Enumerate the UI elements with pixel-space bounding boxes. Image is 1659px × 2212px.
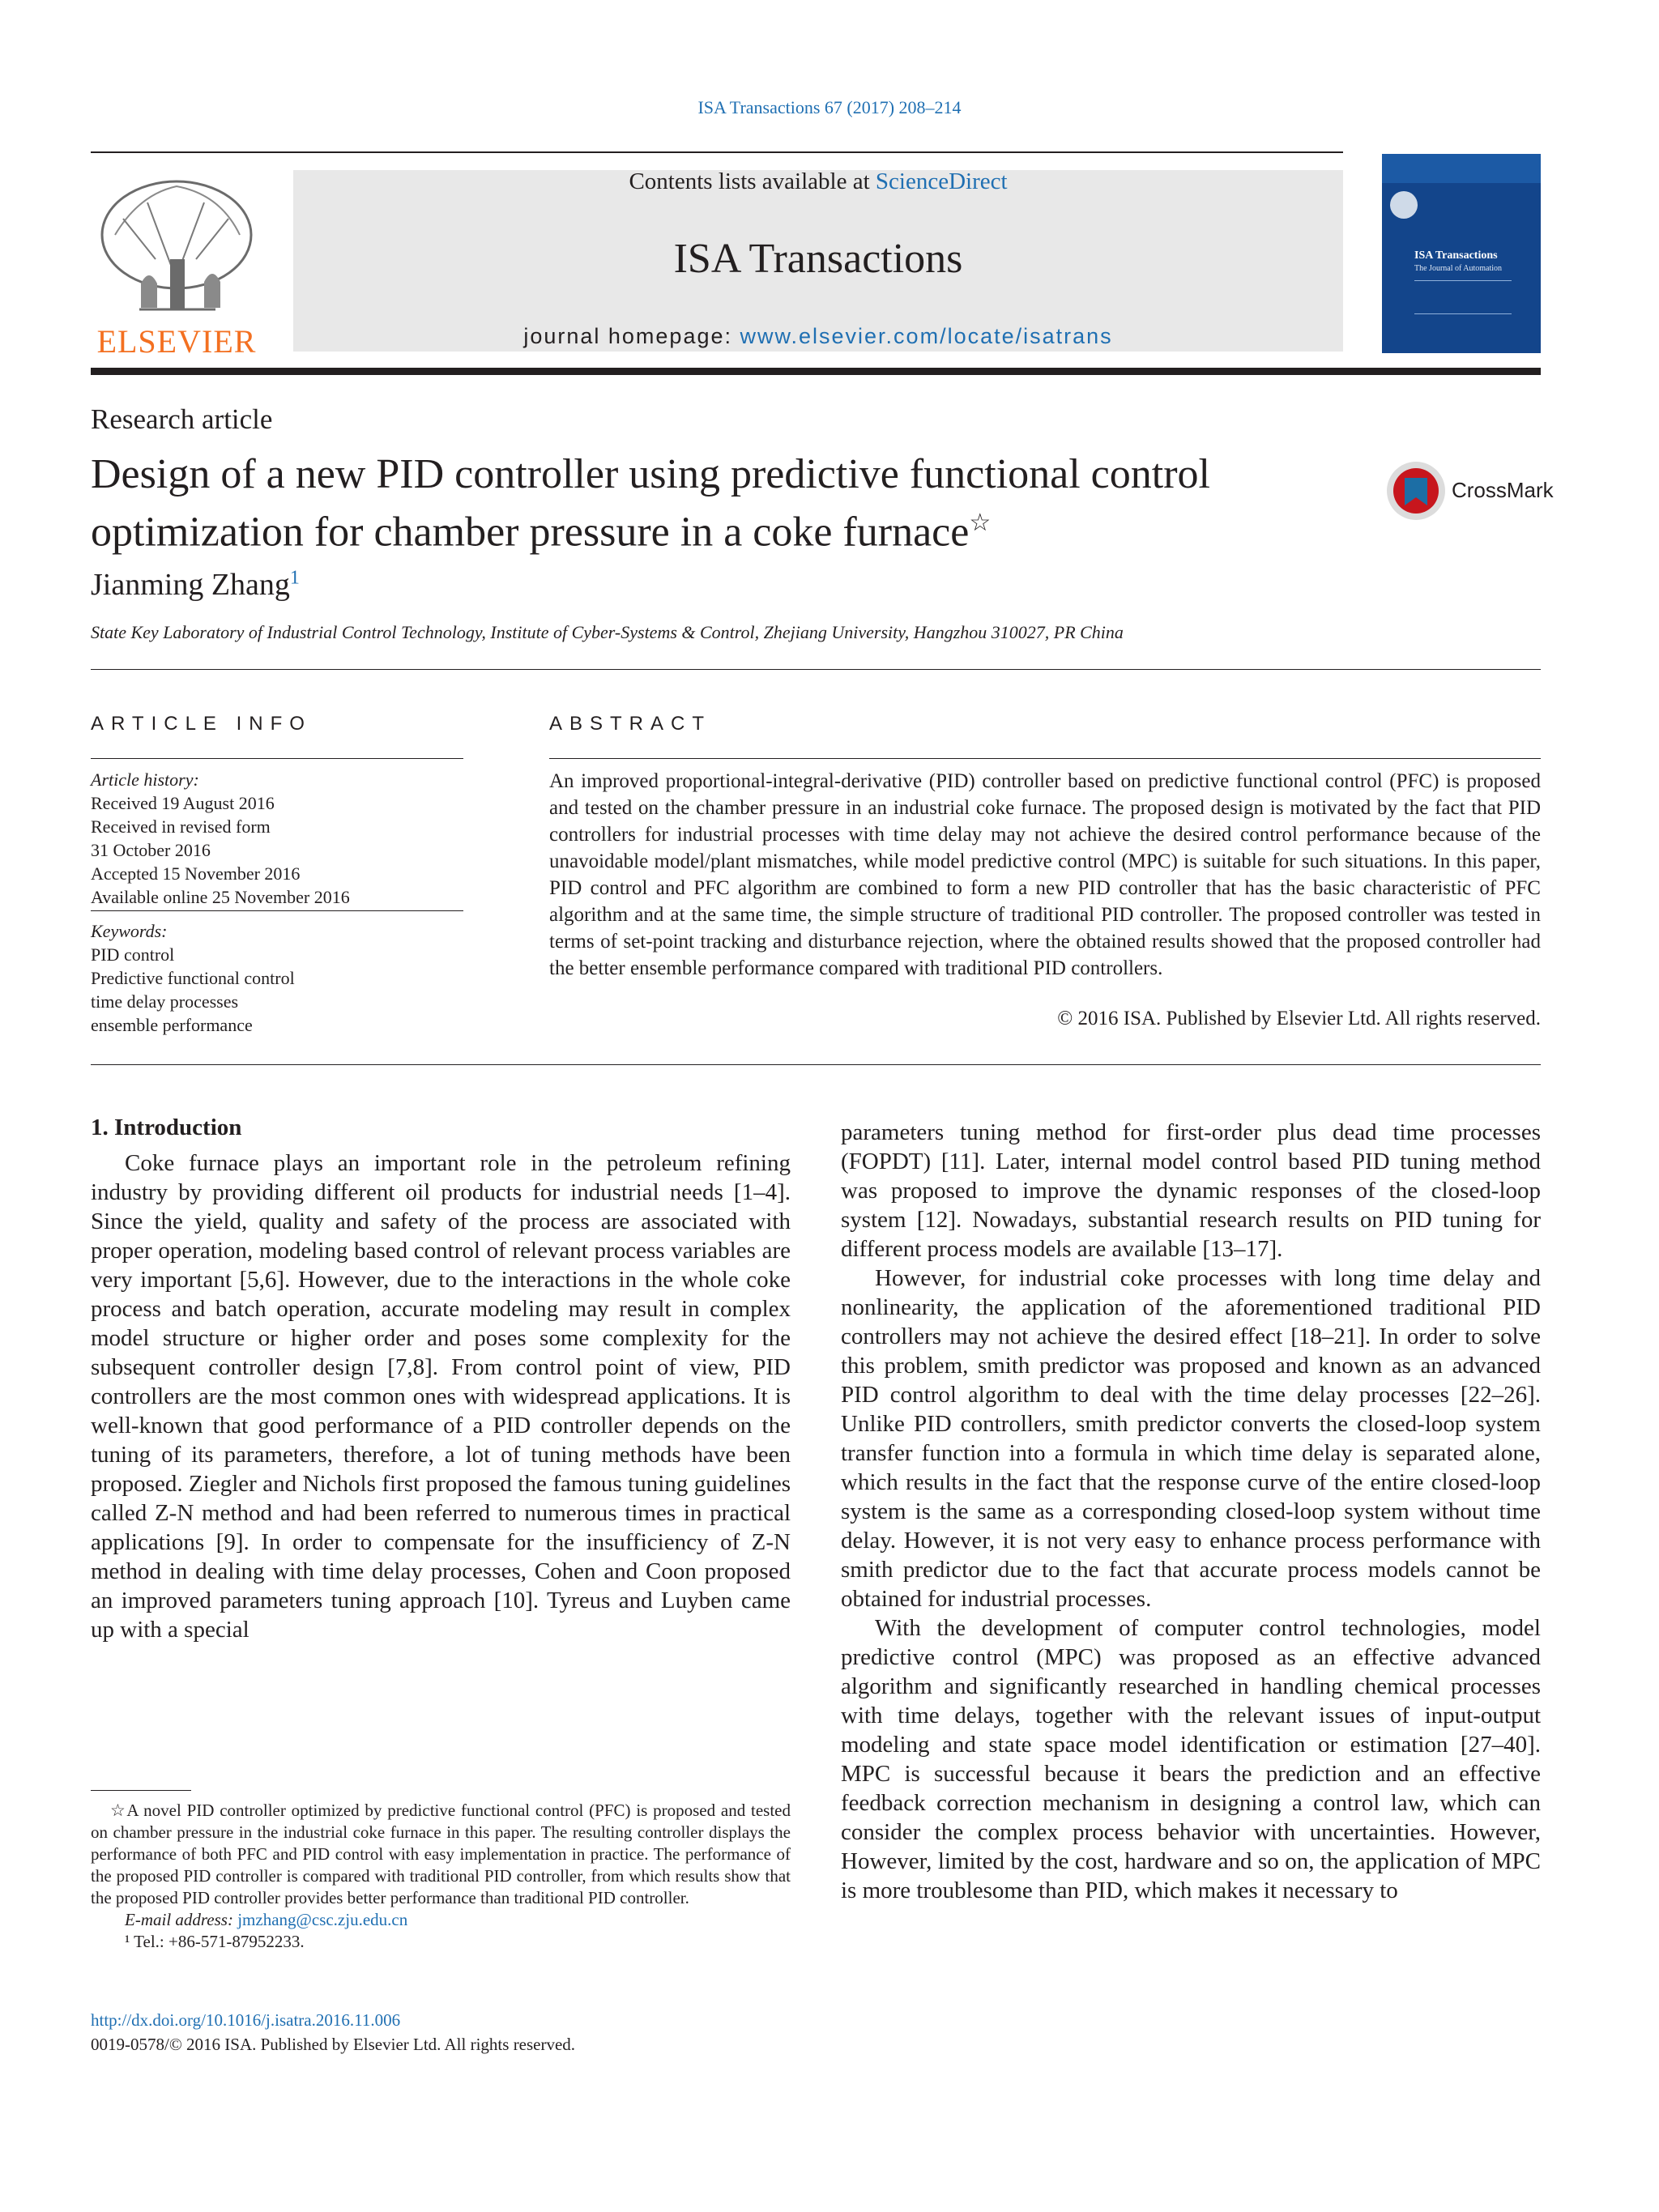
author-footnote-mark[interactable]: 1 — [289, 567, 300, 589]
keywords-label: Keywords: — [91, 921, 168, 941]
body-paragraph: With the development of computer control technologies, model predictive control (MPC) was proposed as an effective advanced algorithm and significantly researched in handling chemical processes with time delays, together with the relevant issues of input-output modeling and state space model identification or estimation [27–40]. MPC is successful because it bears the prediction and an effective feedback correction mechanism in designing a control law, which can consider the complex process behavior with uncertainties. However, However, limited by the cost, hardware and so on, the application of MPC is more troublesome than PID, which makes it necessary to — [841, 1615, 1541, 1903]
journal-name: ISA Transactions — [673, 236, 963, 282]
homepage-line — [293, 324, 1343, 349]
crossmark-label[interactable]: CrossMark — [1452, 478, 1554, 502]
cover-title: ISA Transactions — [1414, 249, 1498, 262]
crossmark-icon[interactable] — [1384, 458, 1448, 523]
body-right-column — [841, 1118, 1541, 1905]
thick-header-rule — [91, 368, 1541, 375]
author-affiliation: State Key Laboratory of Industrial Control Technology, Institute of Cyber-Systems & Control, Zhejiang University, Hangzhou 310027, PR China — [91, 622, 1124, 642]
author-name — [91, 567, 300, 603]
footnote-block — [91, 1800, 791, 1953]
article-title — [91, 450, 1354, 556]
abstract-rule — [549, 758, 1541, 759]
history-label: Article history: — [91, 769, 199, 790]
keyword-item: ensemble performance — [91, 1015, 253, 1035]
abstract-copyright: © 2016 ISA. Published by Elsevier Ltd. All rights reserved. — [1057, 1008, 1541, 1029]
article-type: Research article — [91, 403, 273, 435]
keyword-item: PID control — [91, 944, 175, 965]
history-revised: Received in revised form — [91, 816, 271, 837]
body-paragraph: However, for industrial coke processes with long time delay and nonlinearity, the application of the aforementioned traditional PID controllers may not achieve the desired effect [18–21]. In order to solve this problem, smith predictor was proposed and known as an advanced PID control algorithm to deal with the time delay processes [22–26]. Unlike PID controllers, smith predictor converts the closed-loop system transfer function into a formula in which time delay is separated alone, which results in the fact that the response curve of the entire closed-loop system is the same as a corresponding closed-loop system without time delay. However, it is not very easy to enhance process performance with smith predictor due to the fact that accurate process models cannot be obtained for industrial processes. — [841, 1265, 1541, 1612]
journal-cover-thumbnail[interactable] — [1382, 154, 1541, 353]
body-paragraph: Coke furnace plays an important role in the petroleum refining industry by providing different oil products for industrial needs [1–4]. Since the yield, quality and safety of the process are associated with proper operation, modeling based control of relevant process variables are very important [5,6]. However, due to the interactions in the whole coke process and batch operation, accurate modeling may result in complex model structure or higher order and poses some complexity for the subsequent controller design [7,8]. From control point of view, PID controllers are the most common ones with widespread applications. It is well-known that good performance of a PID controller depends on the tuning of its parameters, therefore, a lot of tuning methods have been proposed. Ziegler and Nichols first proposed the famous tuning guidelines called Z-N method and had been referred to numerous times in practical applications [9]. In order to compensate for the insufficiency of Z-N method in dealing with time delay processes, Cohen and Coon proposed an improved parameters tuning approach [10]. Tyreus and Luyben came up with a special — [91, 1150, 791, 1643]
abstract-bottom-rule — [91, 1064, 1541, 1065]
journal-reference-link[interactable]: ISA Transactions 67 (2017) 208–214 — [697, 97, 962, 117]
keyword-item: Predictive functional control — [91, 968, 295, 988]
elsevier-wordmark: ELSEVIER — [96, 323, 257, 360]
contents-line — [293, 168, 1343, 195]
article-info-block — [91, 768, 463, 1037]
keyword-item: time delay processes — [91, 991, 239, 1012]
history-received: Received 19 August 2016 — [91, 793, 275, 813]
abstract-text: An improved proportional-integral-derivative (PID) controller based on predictive functional control (PFC) is proposed and tested on the chamber pressure in an industrial coke furnace. The proposed design is motivated by the fact that PID controllers for industrial processes with time delay may not achieve the desired control performance because of the unavoidable model/plant mismatches, while model predictive control (MPC) is suitable for such situations. In this paper, PID control and PFC algorithm are combined to form a new PID controller that has the basic characteristic of PFC algorithm and at the same time, the simple structure of traditional PID controller. The proposed controller was tested in terms of set-point tracking and disturbance rejection, where the obtained results showed that the proposed controller had the better ensemble performance compared with traditional PID controllers. — [549, 770, 1541, 979]
history-revised-date: 31 October 2016 — [91, 840, 211, 860]
top-rule — [91, 151, 1343, 153]
affiliation-rule — [91, 669, 1541, 670]
issn-copyright: 0019-0578/© 2016 ISA. Published by Elsevier Ltd. All rights reserved. — [91, 2035, 576, 2054]
history-online: Available online 25 November 2016 — [91, 887, 350, 907]
homepage-prefix: journal homepage: — [523, 324, 740, 348]
section-heading-introduction: 1. Introduction — [91, 1115, 242, 1140]
contents-prefix: Contents lists available at — [629, 168, 876, 194]
homepage-link[interactable]: www.elsevier.com/locate/isatrans — [740, 324, 1113, 348]
footnote-rule — [91, 1790, 191, 1791]
doi-link[interactable]: http://dx.doi.org/10.1016/j.isatra.2016.11.006 — [91, 2010, 401, 2030]
body-paragraph: parameters tuning method for first-order plus dead time processes (FOPDT) [11]. Later, internal model control based PID tuning method was proposed to improve the dynamic responses of the closed-loop system [12]. Nowadays, substantial research results on PID tuning for different process models are available [13–17]. — [841, 1119, 1541, 1262]
body-left-column — [91, 1149, 791, 1644]
abstract-heading: ABSTRACT — [549, 713, 712, 735]
article-info-rule — [91, 758, 463, 759]
author-telephone: ¹ Tel.: +86-571-87952233. — [125, 1932, 305, 1951]
article-info-heading: ARTICLE INFO — [91, 713, 312, 735]
title-footnote-mark[interactable]: ☆ — [969, 509, 992, 536]
article-title-text: Design of a new PID controller using predictive functional control optimization for chamber pressure in a coke furnace — [91, 451, 1210, 556]
email-label: E-mail address: — [125, 1910, 238, 1929]
title-footnote: ☆A novel PID controller optimized by predictive functional control (PFC) is proposed and tested on chamber pressure in the industrial coke furnace in this paper. The resulting controller displays the performance of both PFC and PID control with easy implementation in practice. The performance of the proposed PID controller is compared with traditional PID controller, from which results show that the proposed PID controller provides better performance than traditional PID controller. — [91, 1801, 791, 1907]
history-accepted: Accepted 15 November 2016 — [91, 863, 301, 884]
sciencedirect-link[interactable]: ScienceDirect — [875, 168, 1008, 194]
cover-subtitle: The Journal of Automation — [1414, 264, 1503, 273]
keywords-rule — [91, 910, 463, 911]
author-name-text: Jianming Zhang — [91, 568, 290, 602]
email-link[interactable]: jmzhang@csc.zju.edu.cn — [237, 1910, 408, 1929]
